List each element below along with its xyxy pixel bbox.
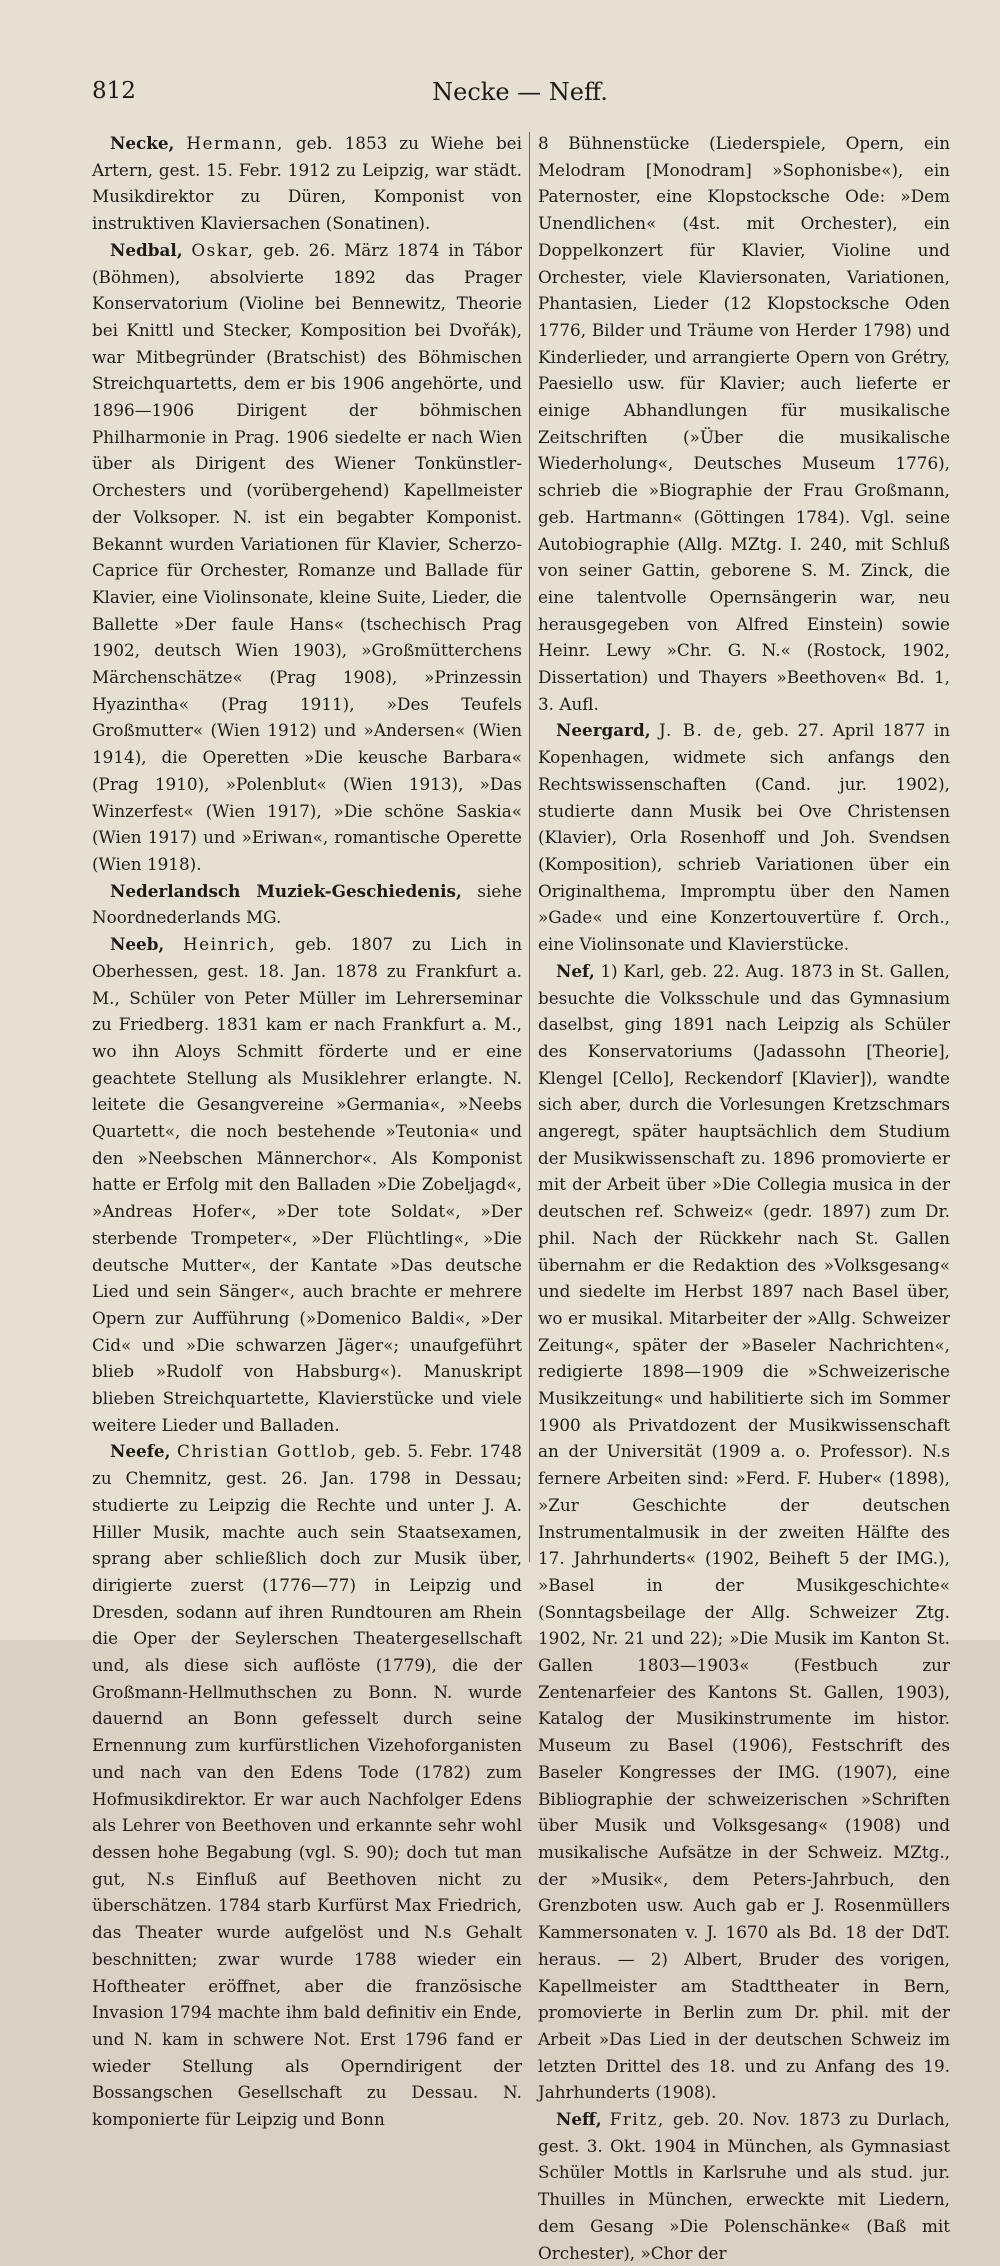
- entry-name: Heinrich,: [183, 934, 277, 955]
- entry-neefe-continued: [538, 130, 950, 717]
- entry-neergard: [538, 717, 950, 957]
- column-divider: [529, 132, 530, 1562]
- entry-neeb: [92, 931, 522, 1438]
- running-head: Necke — Neff.: [432, 78, 608, 106]
- entry-headword: Nedbal,: [110, 239, 183, 260]
- entry-name: Oskar,: [191, 239, 255, 260]
- entry-nef: [538, 958, 950, 2106]
- entry-neefe: [92, 1438, 522, 2132]
- right-column: [538, 130, 951, 2263]
- entry-text: geb. 5. Febr. 1748 zu Chemnitz, gest. 26. Jan. 1798 in Dessau; studierte zu Leipzig die Rechte und unter J. A. Hiller Musik, machte auch sein Staatsexamen, sprang aber schließlich doch zur Musik über, dirigierte zuerst (1776—77) in Leipzig und Dresden, sodann auf ihren Rundtouren am Rhein die Oper der Seylerschen Theatergesellschaft und, als diese sich auflöste (1779), die der Großmann-Hellmuthschen zu Bonn. N. wurde dauernd an Bonn gefesselt durch seine Ernennung zum kurfürstlichen Vizehoforganisten und nach van den Edens Tode (1782) zum Hofmusikdirektor. Er war auch Nachfolger Edens als Lehrer von Beethoven und erkannte sehr wohl dessen hohe Begabung (vgl. S. 90); doch tut man gut, N.s Einfluß auf Beethoven nicht zu überschätzen. 1784 starb Kurfürst Max Friedrich, das Theater wurde aufgelöst und N.s Gehalt beschnitten; zwar wurde 1788 wieder ein Hoftheater eröffnet, aber die französische Invasion 1794 machte ihm bald definitiv ein Ende, und N. kam in schwere Not. Erst 1796 fand er wieder Stellung als Operndirigent der Bossangschen Gesellschaft zu Dessau. N. komponierte für Leipzig und Bonn: [92, 1441, 522, 2130]
- entry-text: geb. 26. März 1874 in Tábor (Böhmen), absolvierte 1892 das Prager Konservatorium (Violine bei Bennewitz, Theorie bei Knittl und Stecker, Komposition bei Dvořák), war Mitbegründer (Bratschist) des Böhmischen Streichquartetts, dem er bis 1906 angehörte, und 1896—1906 Dirigent der böhmischen Philharmonie in Prag. 1906 siedelte er nach Wien über als Dirigent des Wiener Tonkünstler-Orchesters und (vorübergehend) Kapellmeister der Volksoper. N. ist ein begabter Komponist. Bekannt wurden Variationen für Klavier, Scherzo-Caprice für Orchester, Romanze und Ballade für Klavier, eine Violinsonate, kleine Suite, Lieder, die Ballette »Der faule Hans« (tschechisch Prag 1902, deutsch Wien 1903), »Großmütterchens Märchenschätze« (Prag 1908), »Prinzessin Hyazintha« (Prag 1911), »Des Teufels Großmutter« (Wien 1912) und »Andersen« (Wien 1914), die Operetten »Die keusche Barbara« (Prag 1910), »Polenblut« (Wien 1913), »Das Winzerfest« (Wien 1917), »Die schöne Saskia« (Wien 1917) und »Eriwan«, romantische Operette (Wien 1918).: [92, 239, 522, 874]
- entry-name: Fritz,: [609, 2109, 665, 2130]
- entry-text: geb. 20. Nov. 1873 zu Durlach, gest. 3. Okt. 1904 in München, als Gymnasiast Schüler Mottls in Karlsruhe und als stud. jur. Thuilles in München, erweckte mit Liedern, dem Gesang »Die Polenschänke« (Baß mit Orchester), »Chor der: [538, 2109, 950, 2263]
- entry-necke: [92, 130, 522, 237]
- entry-headword: Nef,: [556, 960, 595, 981]
- entry-headword: Neefe,: [110, 1441, 171, 1462]
- entry-name: Hermann,: [186, 133, 284, 153]
- entry-text: geb. 1853 zu Wiehe bei Artern, gest. 15. Febr. 1912 zu Leipzig, war städt. Musikdirektor zu Düren, Komponist von instruktiven Klaviersachen (Sonatinen).: [92, 133, 522, 234]
- entry-headword: Neeb,: [110, 934, 165, 955]
- entry-nederlandsch: [92, 878, 522, 931]
- entry-headword: Neergard,: [556, 720, 651, 741]
- entry-name: Christian Gottlob,: [176, 1441, 358, 1462]
- page-number: 812: [92, 78, 136, 104]
- entry-headword: Neff,: [556, 2109, 602, 2130]
- entry-name: J. B. de,: [659, 720, 744, 741]
- entry-headword: Necke,: [110, 133, 175, 153]
- entry-text: geb. 27. April 1877 in Kopenhagen, widmete sich anfangs den Rechtswissenschaften (Cand. jur. 1902), studierte dann Musik bei Ove Christensen (Klavier), Orla Rosenhoff und Joh. Svendsen (Komposition), schrieb Variationen über ein Originalthema, Impromptu über den Namen »Gade« und eine Konzertouvertüre f. Orch., eine Violinsonate und Klavierstücke.: [538, 720, 951, 955]
- entry-neff: [538, 2106, 950, 2266]
- entry-text: 8 Bühnenstücke (Liederspiele, Opern, ein Melodram [Monodram] »Sophonisbe«), ein Paternoster, eine Klopstocksche Ode: »Dem Unendlichen« (4st. mit Orchester), ein Doppelkonzert für Klavier, Violine und Orchester, viele Klaviersonaten, Variationen, Phantasien, Lieder (12 Klopstocksche Oden 1776, Bilder und Träume von Herder 1798) und Kinderlieder, und arrangierte Opern von Grétry, Paesiello usw. für Klavier; auch lieferte er einige Abhandlungen für musikalische Zeitschriften (»Über die musikalische Wiederholung«, Deutsches Museum 1776), schrieb die »Biographie der Frau Großmann, geb. Hartmann« (Göttingen 1784). Vgl. seine Autobiographie (Allg. MZtg. I. 240, mit Schluß von seiner Gattin, geborene S. M. Zinck, die eine talentvolle Opernsängerin war, neu herausgegeben von Alfred Einstein) sowie Heinr. Lewy »Chr. G. N.« (Rostock, 1902, Dissertation) und Thayers »Beethoven« Bd. 1, 3. Aufl.: [538, 133, 950, 714]
- entry-nedbal: [92, 237, 522, 878]
- entry-text: geb. 1807 zu Lich in Oberhessen, gest. 18. Jan. 1878 zu Frankfurt a. M., Schüler von Peter Müller im Lehrerseminar zu Friedberg. 1831 kam er nach Frankfurt a. M., wo ihn Aloys Schmitt förderte und er eine geachtete Stellung als Musiklehrer erlangte. N. leitete die Gesangvereine »Germania«, »Neebs Quartett«, die noch bestehende »Teutonia« und den »Neebschen Männerchor«. Als Komponist hatte er Erfolg mit den Balladen »Die Zobeljagd«, »Andreas Hofer«, »Der tote Soldat«, »Der sterbende Trompeter«, »Der Flüchtling«, »Die deutsche Mutter«, der Kantate »Das deutsche Lied und sein Sänger«, auch brachte er mehrere Opern zur Aufführung (»Domenico Baldi«, »Der Cid« und »Die schwarzen Jäger«; unaufgeführt blieb »Rudolf von Habsburg«). Manuskript blieben Streichquartette, Klavierstücke und viele weitere Lieder und Balladen.: [92, 934, 522, 1435]
- entry-text: siehe Noordnederlands MG.: [92, 880, 522, 928]
- page-header: [92, 78, 948, 118]
- left-column: [92, 130, 522, 2130]
- entry-headword: Nederlandsch Muziek-Geschiedenis,: [110, 880, 462, 901]
- entry-text: 1) Karl, geb. 22. Aug. 1873 in St. Gallen, besuchte die Volksschule und das Gymnasium daselbst, ging 1891 nach Leipzig als Schüler des Konservatoriums (Jadassohn [Theorie], Klengel [Cello], Reckendorf [Klavier]), wandte sich aber, durch die Vorlesungen Kretzschmars angeregt, später hauptsächlich dem Studium der Musikwissenschaft zu. 1896 promovierte er mit der Arbeit über »Die Collegia musica in der deutschen ref. Schweiz« (gedr. 1897) zum Dr. phil. Nach der Rückkehr nach St. Gallen übernahm er die Redaktion des »Volksgesang« und siedelte im Herbst 1897 nach Basel über, wo er musikal. Mitarbeiter der »Allg. Schweizer Zeitung«, später der »Baseler Nachrichten«, redigierte 1898—1909 die »Schweizerische Musikzeitung« und habilitierte sich im Sommer 1900 als Privatdozent der Musikwissenschaft an der Universität (1909 a. o. Professor). N.s fernere Arbeiten sind: »Ferd. F. Huber« (1898), »Zur Geschichte der deutschen Instrumentalmusik in der zweiten Hälfte des 17. Jahrhunderts« (1902, Beiheft 5 der IMG.), »Basel in der Musikgeschichte« (Sonntagsbeilage der Allg. Schweizer Ztg. 1902, Nr. 21 und 22); »Die Musik im Kanton St. Gallen 1803—1903« (Festbuch zur Zentenarfeier des Kantons St. Gallen, 1903), Katalog der Musikinstrumente im histor. Museum zu Basel (1906), Festschrift des Baseler Kongresses der IMG. (1907), eine Bibliographie der schweizerischen »Schriften über Musik und Volksgesang« (1908) und musikalische Aufsätze in der Schweiz. MZtg., der »Musik«, dem Peters-Jahrbuch, den Grenzboten usw. Auch gab er J. Rosenmüllers Kammersonaten v. J. 1670 als Bd. 18 der DdT. heraus. — 2) Albert, Bruder des vorigen, Kapellmeister am Stadttheater in Bern, promovierte in Berlin zum Dr. phil. mit der Arbeit »Das Lied in der deutschen Schweiz im letzten Drittel des 18. und zu Anfang des 19. Jahrhunderts (1908).: [538, 960, 950, 2103]
